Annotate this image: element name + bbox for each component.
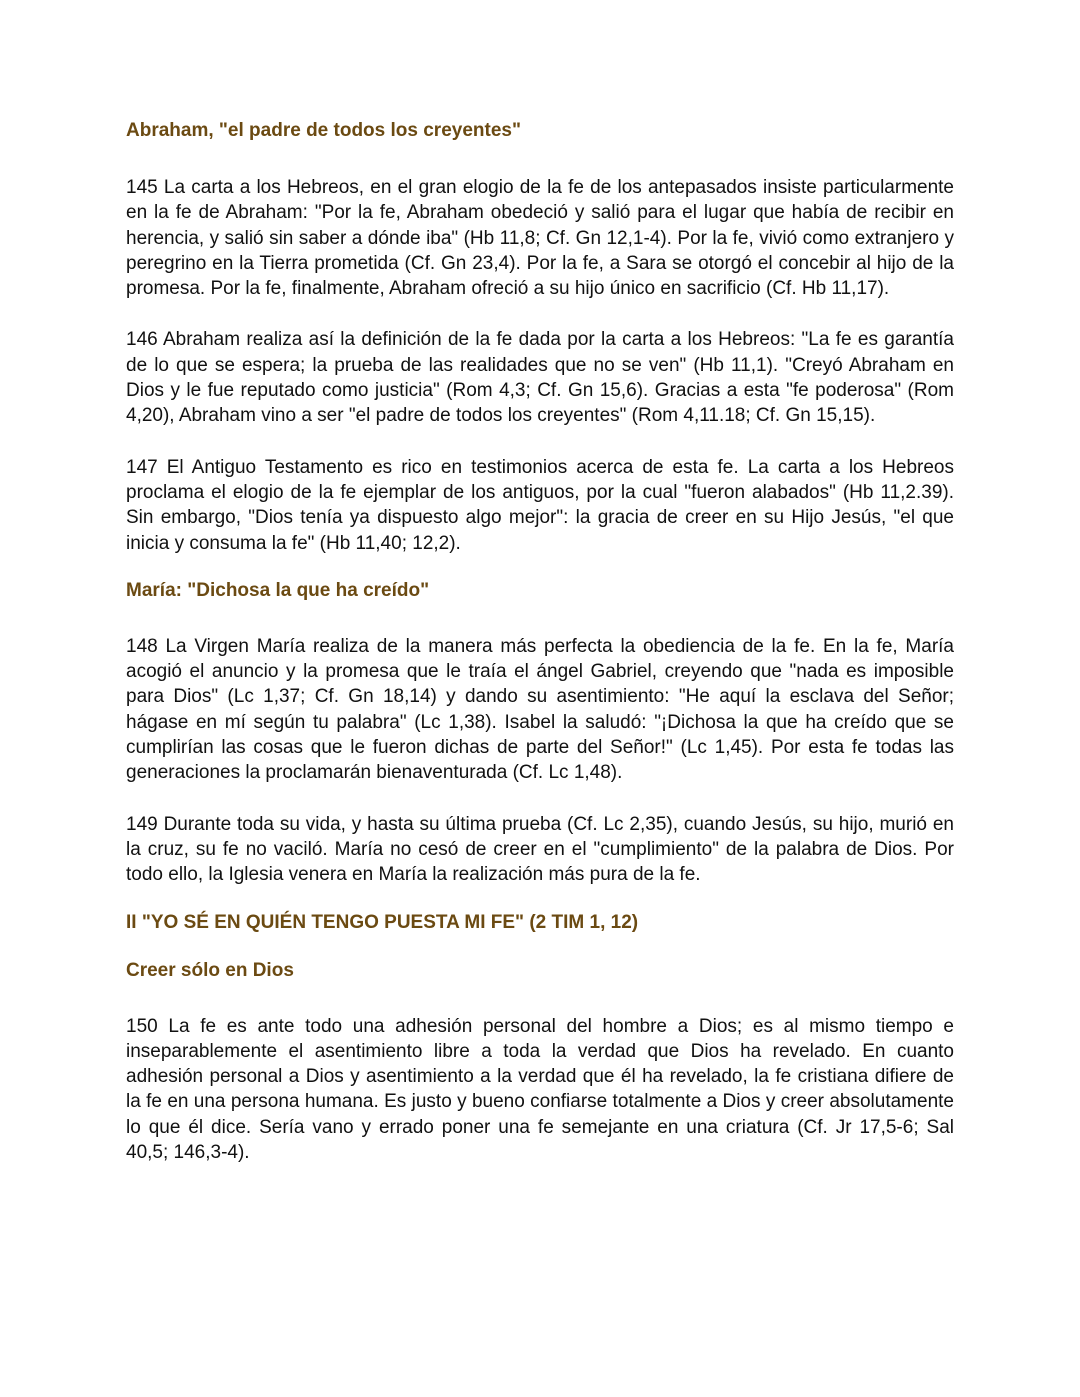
paragraph-146: 146 Abraham realiza así la definición de la fe dada por la carta a los Hebreos: "La fe es garantía de lo que se espera; la prueba de las realidades que no se ven" (Hb 11,1). "Creyó Abraham en Dios y le fue reputado como justicia" (Rom 4,3; Cf. Gn 15,6). Gracias a esta "fe poderosa" (Rom 4,20), Abraham vino a ser "el padre de todos los creyentes" (Rom 4,11.18; Cf. Gn 15,15). <box>126 329 954 427</box>
paragraph-149: 149 Durante toda su vida, y hasta su última prueba (Cf. Lc 2,35), cuando Jesús, su hijo, murió en la cruz, su fe no vaciló. María no cesó de creer en el "cumplimiento" de la palabra de Dios. Por todo ello, la Iglesia venera en María la realización más pura de la fe. <box>126 813 954 886</box>
paragraph-148: 148 La Virgen María realiza de la manera más perfecta la obediencia de la fe. En la fe, María acogió el anuncio y la promesa que le traía el ángel Gabriel, creyendo que "nada es imposible para Dios" (Lc 1,37; Cf. Gn 18,14) y dando su asentimiento: "He aquí la esclava del Señor; hágase en mí según tu palabra" (Lc 1,38). Isabel la saludó: "¡Dichosa la que ha creído que se cumplirían las cosas que le fueron dichas de parte del Señor!" (Lc 1,45). Por esta fe todas las generaciones la proclamarán bienaventurada (Cf. Lc 1,48). <box>126 635 954 784</box>
paragraph-145: 145 La carta a los Hebreos, en el gran elogio de la fe de los antepasados insiste particularmente en la fe de Abraham: "Por la fe, Abraham obedeció y salió para el lugar que había de recibir en herencia, y salió sin saber a dónde iba" (Hb 11,8; Cf. Gn 12,1-4). Por la fe, vivió como extranjero y peregrino en la Tierra prometida (Cf. Gn 23,4). Por la fe, a Sara se otorgó el concebir al hijo de la promesa. Por la fe, finalmente, Abraham ofreció a su hijo único en sacrificio (Cf. Hb 11,17). <box>126 177 954 300</box>
paragraph-150: 150 La fe es ante todo una adhesión personal del hombre a Dios; es al mismo tiempo e inseparablemente el asentimiento libre a toda la verdad que Dios ha revelado. En cuanto adhesión personal a Dios y asentimiento a la verdad que él ha revelado, la fe cristiana difiere de la fe en una persona humana. Es justo y bueno confiarse totalmente a Dios y creer absolutamente lo que él dice. Sería vano y errado poner una fe semejante en una criatura (Cf. Jr 17,5-6; Sal 40,5; 146,3-4). <box>126 1015 954 1164</box>
heading-part-2: II "YO SÉ EN QUIÉN TENGO PUESTA MI FE" (2 TIM 1, 12) <box>126 911 639 933</box>
heading-abraham: Abraham, "el padre de todos los creyentes" <box>126 120 521 141</box>
document-page <box>126 118 954 1165</box>
heading-maria: María: "Dichosa la que ha creído" <box>126 579 430 601</box>
heading-creer: Creer sólo en Dios <box>126 959 294 981</box>
paragraph-147: 147 El Antiguo Testamento es rico en testimonios acerca de esta fe. La carta a los Hebreos proclama el elogio de la fe ejemplar de los antiguos, por la cual "fueron alabados" (Hb 11,2.39). Sin embargo, "Dios tenía ya dispuesto algo mejor": la gracia de creer en su Hijo Jesús, "el que inicia y consuma la fe" (Hb 11,40; 12,2). <box>126 456 954 554</box>
